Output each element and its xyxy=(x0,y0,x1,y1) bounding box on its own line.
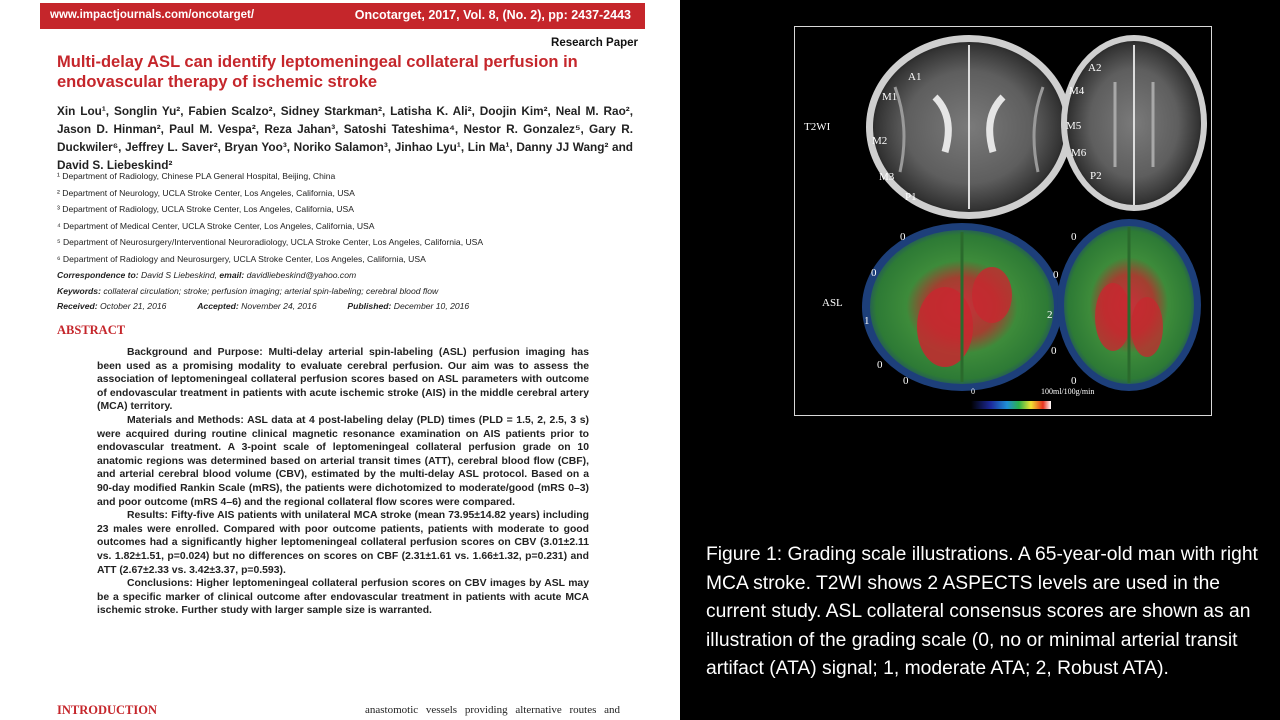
affiliation: ⁴ Department of Medical Center, UCLA Stroke Center, Los Angeles, California, USA xyxy=(57,220,375,231)
journal-url[interactable]: www.impactjournals.com/oncotarget/ xyxy=(50,9,255,21)
colorbar-min-label: 0 xyxy=(971,387,975,396)
accepted-label: Accepted: xyxy=(197,301,239,311)
colorbar xyxy=(971,401,1051,409)
abstract-paragraph: Results: Fifty-five AIS patients with unilateral MCA stroke (mean 73.95±14.82 years) including 23 males were enrolled. Compared with poor outcome patients, patients with moderate to good outcomes had a significantly higher leptomeningeal collateral perfusion scores on CBV (3.01±2.11 vs. 1.82±1.51, p=0.024) but no differences on scores on CBF (2.31±1.61 vs. 1.66±1.32, p=0.231) and ATT (2.67±2.33 vs. 3.42±3.37, p=0.593). xyxy=(97,510,589,576)
mri-figure xyxy=(794,26,1212,416)
t2-region-label: M4 xyxy=(1069,85,1085,97)
affiliation: ³ Department of Radiology, UCLA Stroke Center, Los Angeles, California, USA xyxy=(57,204,354,215)
abstract-heading: ABSTRACT xyxy=(57,323,126,337)
asl-score: 0 xyxy=(1053,269,1059,281)
colorbar-max-label: 100ml/100g/min xyxy=(1041,387,1095,396)
t2-region-label: M6 xyxy=(1071,147,1087,159)
asl-score: 0 xyxy=(871,267,877,279)
t2-region-label: P2 xyxy=(1090,170,1102,182)
journal-header-bar xyxy=(40,3,645,29)
keywords-value: collateral circulation; stroke; perfusion imaging; arterial spin-labeling; cerebral blood flow xyxy=(103,286,439,296)
asl-score: 0 xyxy=(903,375,909,387)
t2-region-label: M1 xyxy=(882,91,898,103)
received-label: Received: xyxy=(57,301,98,311)
asl-score: 0 xyxy=(1051,345,1057,357)
affiliation: ⁶ Department of Radiology and Neurosurgery, UCLA Stroke Center, Los Angeles, California, USA xyxy=(57,253,426,264)
received-date: October 21, 2016 xyxy=(100,301,167,311)
introduction-heading: INTRODUCTION xyxy=(57,703,158,717)
asl-score: 2 xyxy=(1047,309,1053,321)
asl-map-right xyxy=(1057,219,1201,391)
paper-title: Multi-delay ASL can identify leptomeningeal collateral perfusion in endovascular therapy of ischemic stroke xyxy=(57,53,578,91)
keywords-line xyxy=(57,286,657,296)
t2wi-slice-left xyxy=(866,35,1072,219)
asl-map-left xyxy=(862,223,1062,391)
affiliation: ¹ Department of Radiology, Chinese PLA General Hospital, Beijing, China xyxy=(57,171,336,181)
accepted-date: November 24, 2016 xyxy=(241,301,317,311)
t2-region-label: A1 xyxy=(908,71,922,83)
published-date: December 10, 2016 xyxy=(393,301,470,311)
correspondence-line xyxy=(57,270,657,280)
abstract-paragraph: Background and Purpose: Multi-delay arterial spin-labeling (ASL) perfusion imaging has been used as a promising modality to evaluate cerebral perfusion. Our aim was to assess the association of leptomeningeal collateral perfusion scores based on ASL parameters with outcome of endovascular treatment in patients with acute ischemic stroke (AIS) in the middle cerebral artery (MCA) territory. xyxy=(97,347,589,413)
t2-region-label: P1 xyxy=(905,191,917,203)
abstract-paragraph: Conclusions: Higher leptomeningeal collateral perfusion scores on CBV images by ASL may be a specific marker of clinical outcome after endovascular treatment in patients with acute MCA ischemic stroke. Further study with larger sample size is warranted. xyxy=(97,578,589,617)
published-label: Published: xyxy=(347,301,392,311)
abstract-paragraph: Materials and Methods: ASL data at 4 post-labeling delay (PLD) times (PLD = 1.5, 2, 2.5, 3 s) were acquired during routine clinical magnetic resonance examination on AIS patients prior to endovascular treatment. A 3-point scale of leptomeningeal collateral perfusion grade on 10 anatomic regions was determined based on arterial transit times (ATT), cerebral blood flow (CBF), and arterial cerebral blood volume (CBV), estimated by the multi-delay ASL protocol. Based on a 90-day modified Rankin Scale (mRS), the patients were dichotomized to moderate/good (mRS 0–3) and poor outcome (mRS 4–6) and the regional collateral flow scores were compared. xyxy=(97,414,589,508)
dates-line xyxy=(57,301,657,311)
correspondence-label: Correspondence to: xyxy=(57,270,139,280)
asl-score: 0 xyxy=(1071,375,1077,387)
row-label-t2wi: T2WI xyxy=(804,121,831,133)
t2wi-slice-right xyxy=(1061,35,1207,211)
introduction-text: anastomotic vessels providing alternative routes and xyxy=(365,704,621,716)
author-list: Xin Lou¹, Songlin Yu², Fabien Scalzo², Sidney Starkman², Latisha K. Ali², Doojin Kim², Neal M. Rao², Jason D. Hinman², Paul M. Vespa², Reza Jahan³, Satoshi Tateshima⁴, Nestor R. Gonzalez⁵, Gary R. Duckwiler⁶, Jeffrey L. Saver², Bryan Yoo³, Noriko Salamon³, Jinhao Lyu¹, Lin Ma¹, Danny JJ Wang² and David S. Liebeskind² xyxy=(57,104,633,172)
asl-score: 1 xyxy=(864,315,870,327)
affiliation: ² Department of Neurology, UCLA Stroke Center, Los Angeles, California, USA xyxy=(57,187,355,198)
t2-region-label: M3 xyxy=(879,171,895,183)
asl-score: 0 xyxy=(877,359,883,371)
t2-region-label: A2 xyxy=(1088,62,1102,74)
email-label: email: xyxy=(219,270,245,280)
affiliation-list xyxy=(57,168,657,268)
affiliation: ⁵ Department of Neurosurgery/Interventional Neuroradiology, UCLA Stroke Center, Los Angeles, California, USA xyxy=(57,237,484,248)
brain-scan-illustration xyxy=(795,27,1211,415)
figure-caption: Figure 1: Grading scale illustrations. A 65-year-old man with right MCA stroke. T2WI shows 2 ASPECTS levels are used in the current study. ASL collateral consensus scores are shown as an illustration of the grading scale (0, no or minimal arterial transit artifact (ATA) signal; 1, moderate ATA; 2, Robust ATA). xyxy=(706,544,1258,679)
journal-citation: Oncotarget, 2017, Vol. 8, (No. 2), pp: 2437-2443 xyxy=(354,8,631,22)
asl-score: 0 xyxy=(900,231,906,243)
correspondence-name: David S Liebeskind, xyxy=(141,270,218,280)
email-address[interactable]: davidliebeskind@yahoo.com xyxy=(246,270,357,280)
paper-type: Research Paper xyxy=(551,37,638,49)
abstract-body xyxy=(97,346,589,618)
t2-region-label: M5 xyxy=(1066,120,1082,132)
keywords-label: Keywords: xyxy=(57,286,101,296)
row-label-asl: ASL xyxy=(822,297,843,309)
t2-region-label: M2 xyxy=(872,135,888,147)
asl-score: 0 xyxy=(1071,231,1077,243)
